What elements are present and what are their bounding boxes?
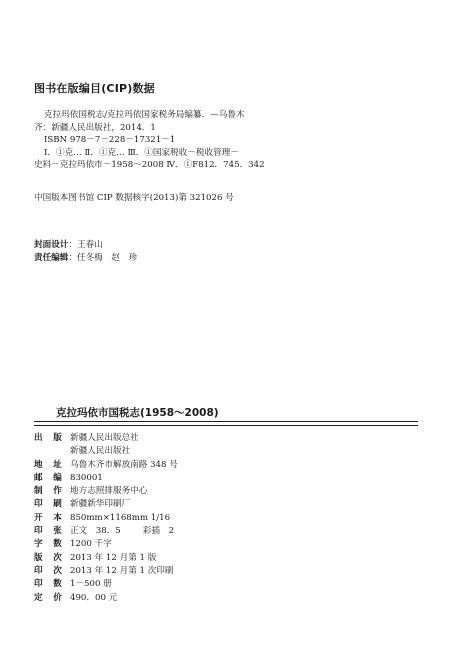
book-title: 克拉玛依市国税志(1958～2008): [56, 407, 219, 419]
print-run-row: [34, 578, 178, 591]
edition-label: 版 次: [34, 552, 63, 563]
impression-row: [34, 565, 178, 578]
cover-design-label: 封面设计: [34, 240, 69, 250]
cover-design-value: ：王春山: [68, 240, 103, 250]
format-value: 850mm×1168mm 1/16: [70, 512, 171, 523]
cip-record: [34, 109, 424, 172]
printing-label: 印 刷: [34, 499, 63, 510]
editor-label: 责任编辑: [34, 253, 69, 263]
publisher-row: [34, 432, 178, 445]
cip-line: ISBN 978－7－228－17321－1: [44, 135, 176, 145]
postcode-row: [34, 472, 178, 485]
divider: [34, 421, 418, 422]
wordcount-label: 字 数: [34, 539, 63, 550]
price-value: 490．00 元: [70, 592, 118, 603]
production-value: 地方志照排服务中心: [70, 486, 148, 497]
cip-line: 齐：新疆人民出版社，2014．1: [34, 122, 156, 133]
address-row: [34, 459, 178, 472]
cip-line: Ⅰ．①克… Ⅱ．①克… Ⅲ．①国家税收－税收管理－: [44, 147, 239, 158]
sheets-main: 正文 38．5: [70, 526, 121, 537]
format-row: [34, 512, 178, 525]
address-label: 地 址: [34, 459, 63, 470]
publisher-value: 新疆人民出版总社: [70, 433, 139, 443]
edition-value: 2013 年 12 月第 1 版: [70, 552, 157, 563]
divider: [34, 425, 418, 426]
publisher-label: 出 版: [34, 433, 63, 443]
edition-row: [34, 552, 178, 565]
publication-info: [34, 432, 178, 605]
production-row: [34, 485, 178, 498]
editor-credit: [34, 252, 137, 265]
price-row: [34, 592, 178, 605]
postcode-value: 830001: [70, 472, 103, 483]
credits: [34, 239, 137, 265]
sheets-label: 印 张: [34, 526, 63, 537]
printing-row: [34, 498, 178, 511]
cover-design-credit: [34, 239, 137, 252]
cip-line: 史料－克拉玛依市－1958～2008 Ⅳ．①F812．745．342: [34, 160, 265, 170]
postcode-label: 邮 编: [34, 472, 63, 483]
publisher-value-2: 新疆人民出版社: [70, 446, 131, 457]
wordcount-value: 1200 千字: [70, 539, 112, 550]
format-label: 开 本: [34, 512, 63, 523]
address-value: 乌鲁木齐市解放南路 348 号: [70, 459, 178, 470]
production-label: 制 作: [34, 486, 63, 497]
cip-record-number: 中国版本图书馆 CIP 数据核字(2013)第 321026 号: [34, 193, 234, 203]
print-run-label: 印 数: [34, 579, 63, 590]
print-run-value: 1－500 册: [70, 579, 112, 590]
editor-value: ：任冬梅 赵 珍: [68, 253, 138, 263]
impression-value: 2013 年 12 月第 1 次印刷: [70, 565, 174, 576]
wordcount-row: [34, 538, 178, 551]
cip-heading: 图书在版编目(CIP)数据: [34, 82, 155, 95]
printing-value: 新疆新华印刷厂: [70, 499, 131, 510]
publisher-label-spacer: [34, 445, 70, 458]
impression-label: 印 次: [34, 565, 63, 576]
price-label: 定 价: [34, 592, 63, 603]
sheets-plates: 彩插 2: [142, 526, 175, 537]
sheets-value: [70, 525, 174, 538]
spacer: [121, 525, 143, 538]
cip-line: 克拉玛依国税志/克拉玛依国家税务局编纂．—乌鲁木: [44, 110, 245, 120]
sheets-row: [34, 525, 178, 538]
publisher-row-2: [34, 445, 178, 458]
